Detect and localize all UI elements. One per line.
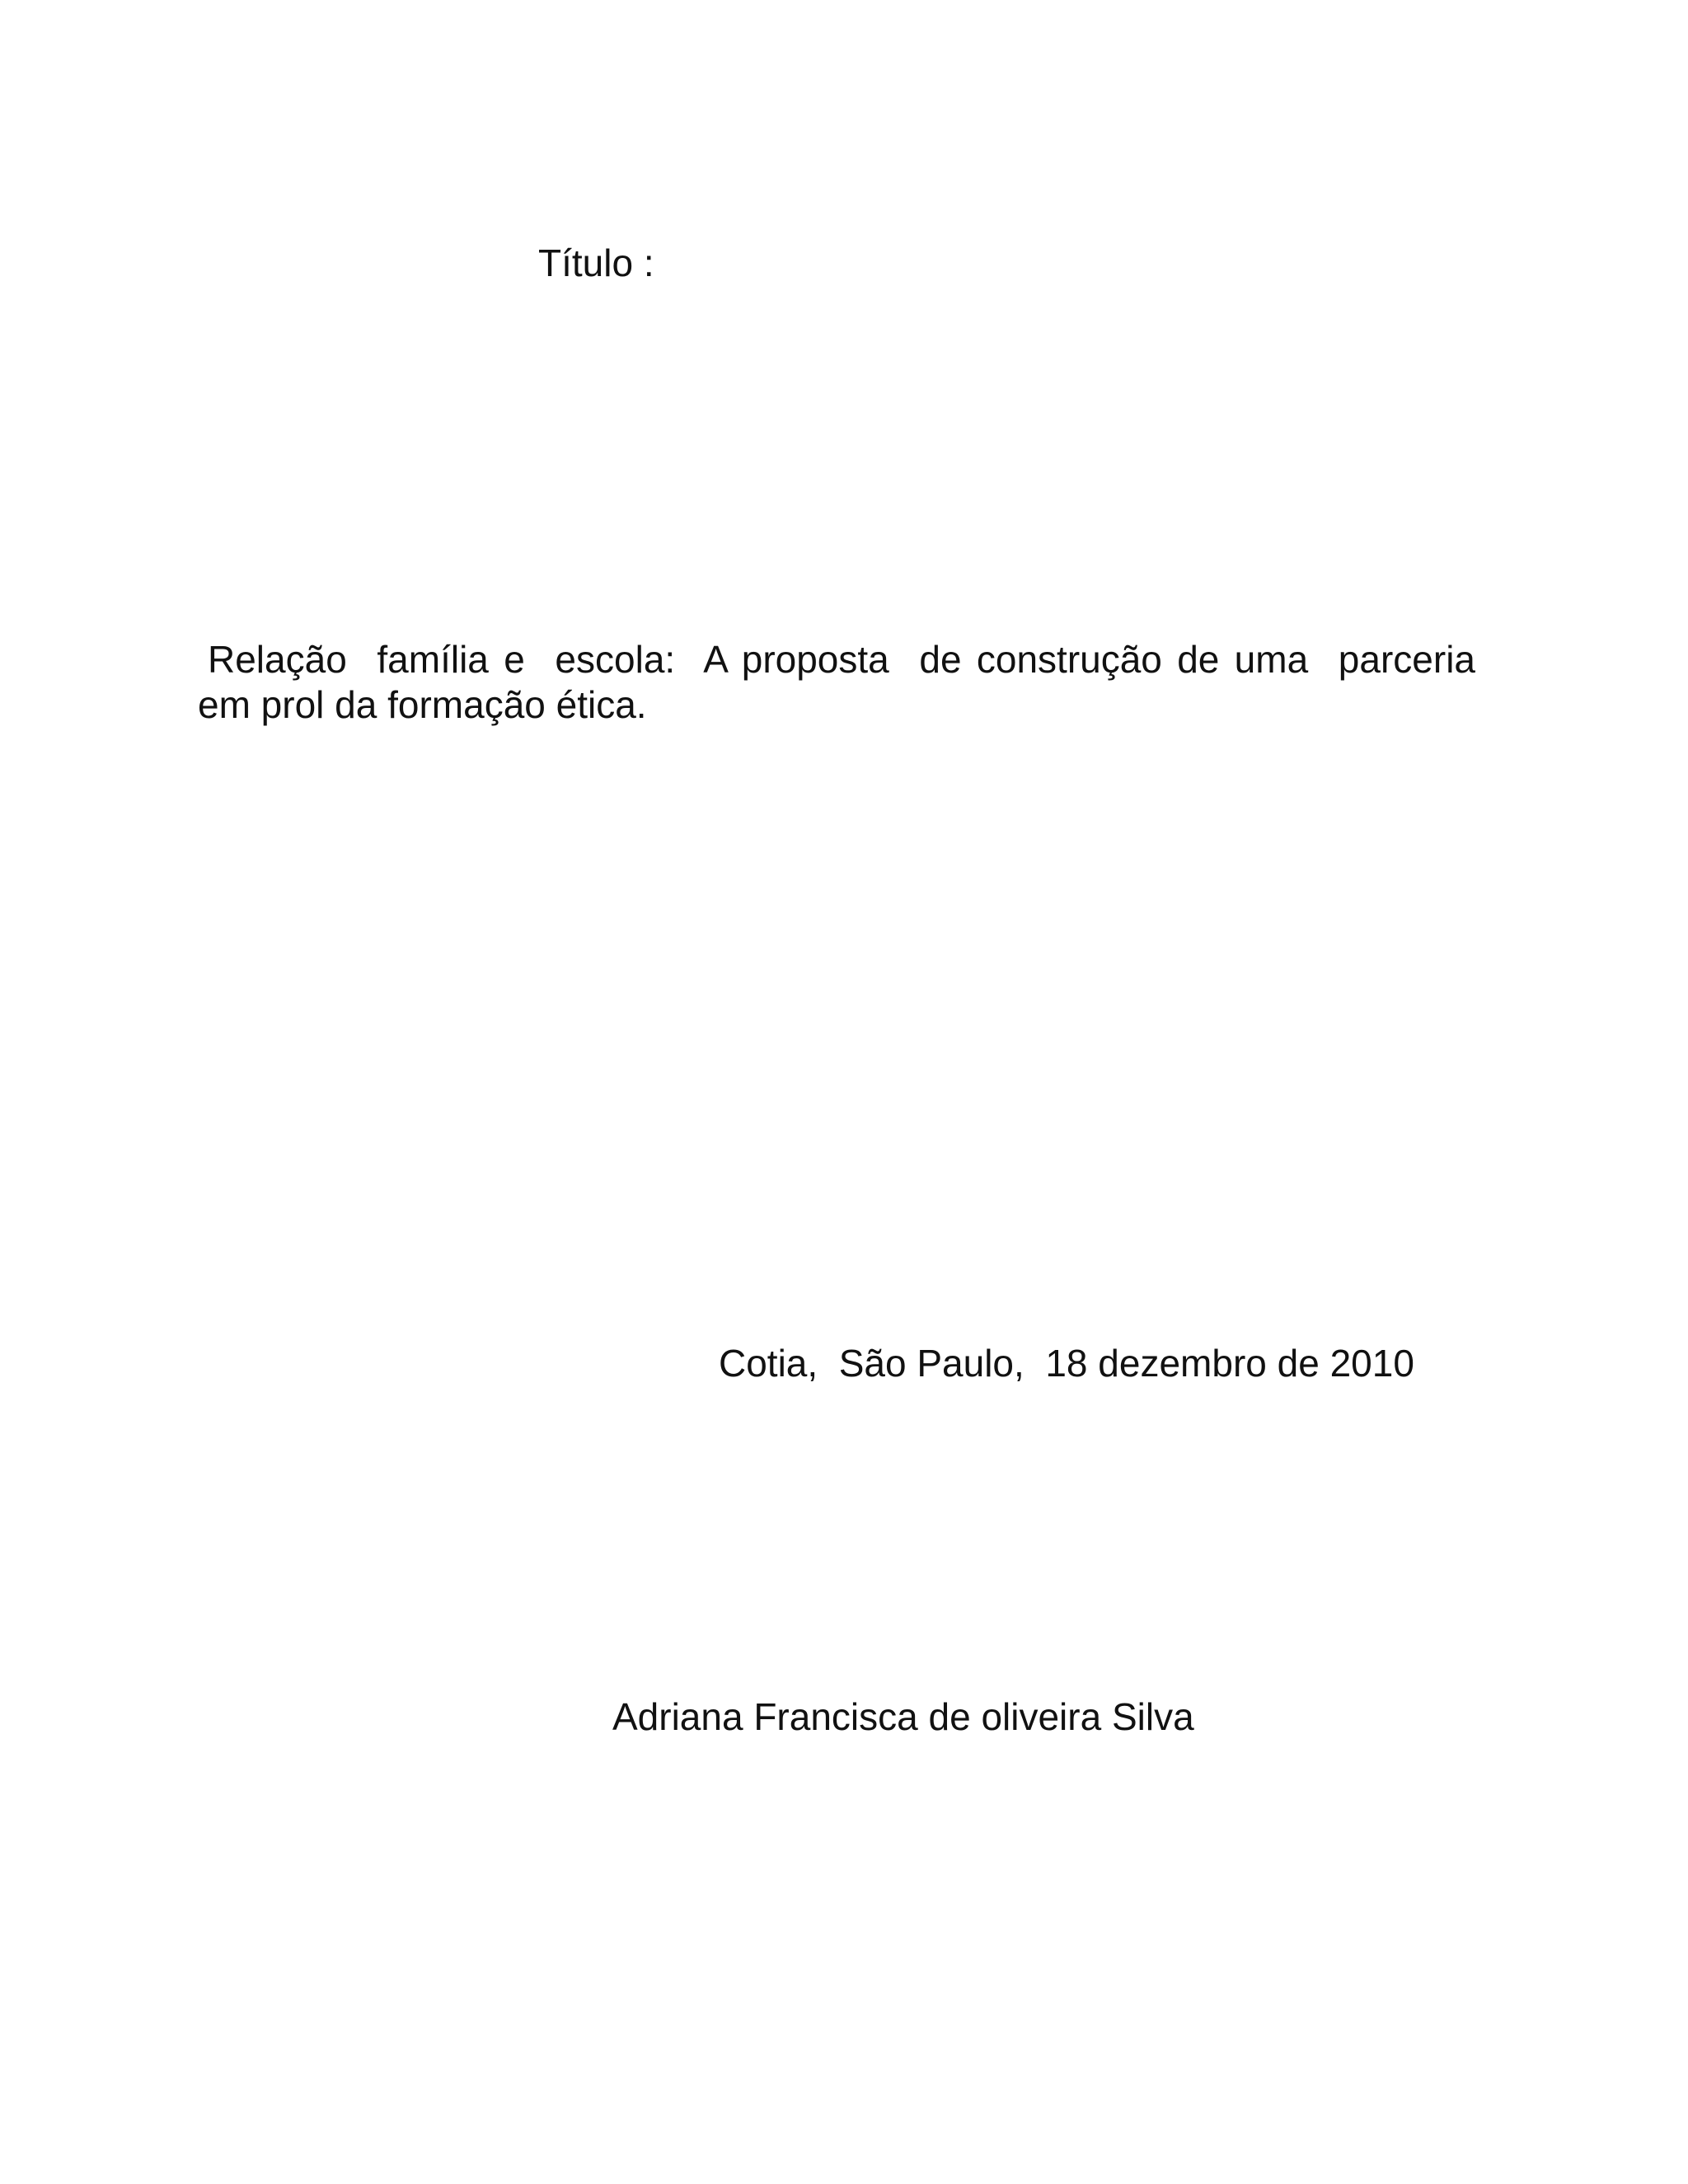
- place-and-date: Cotia, São Paulo, 18 dezembro de 2010: [719, 1342, 1414, 1385]
- author-name: Adriana Francisca de oliveira Silva: [612, 1695, 1194, 1738]
- title-line-2: em prol da formação ética.: [198, 683, 647, 726]
- title-line-1: Relação família e escola: A proposta de construção de uma parceria: [208, 638, 1475, 681]
- title-label: Título :: [538, 241, 654, 284]
- document-title-text: [198, 637, 1475, 728]
